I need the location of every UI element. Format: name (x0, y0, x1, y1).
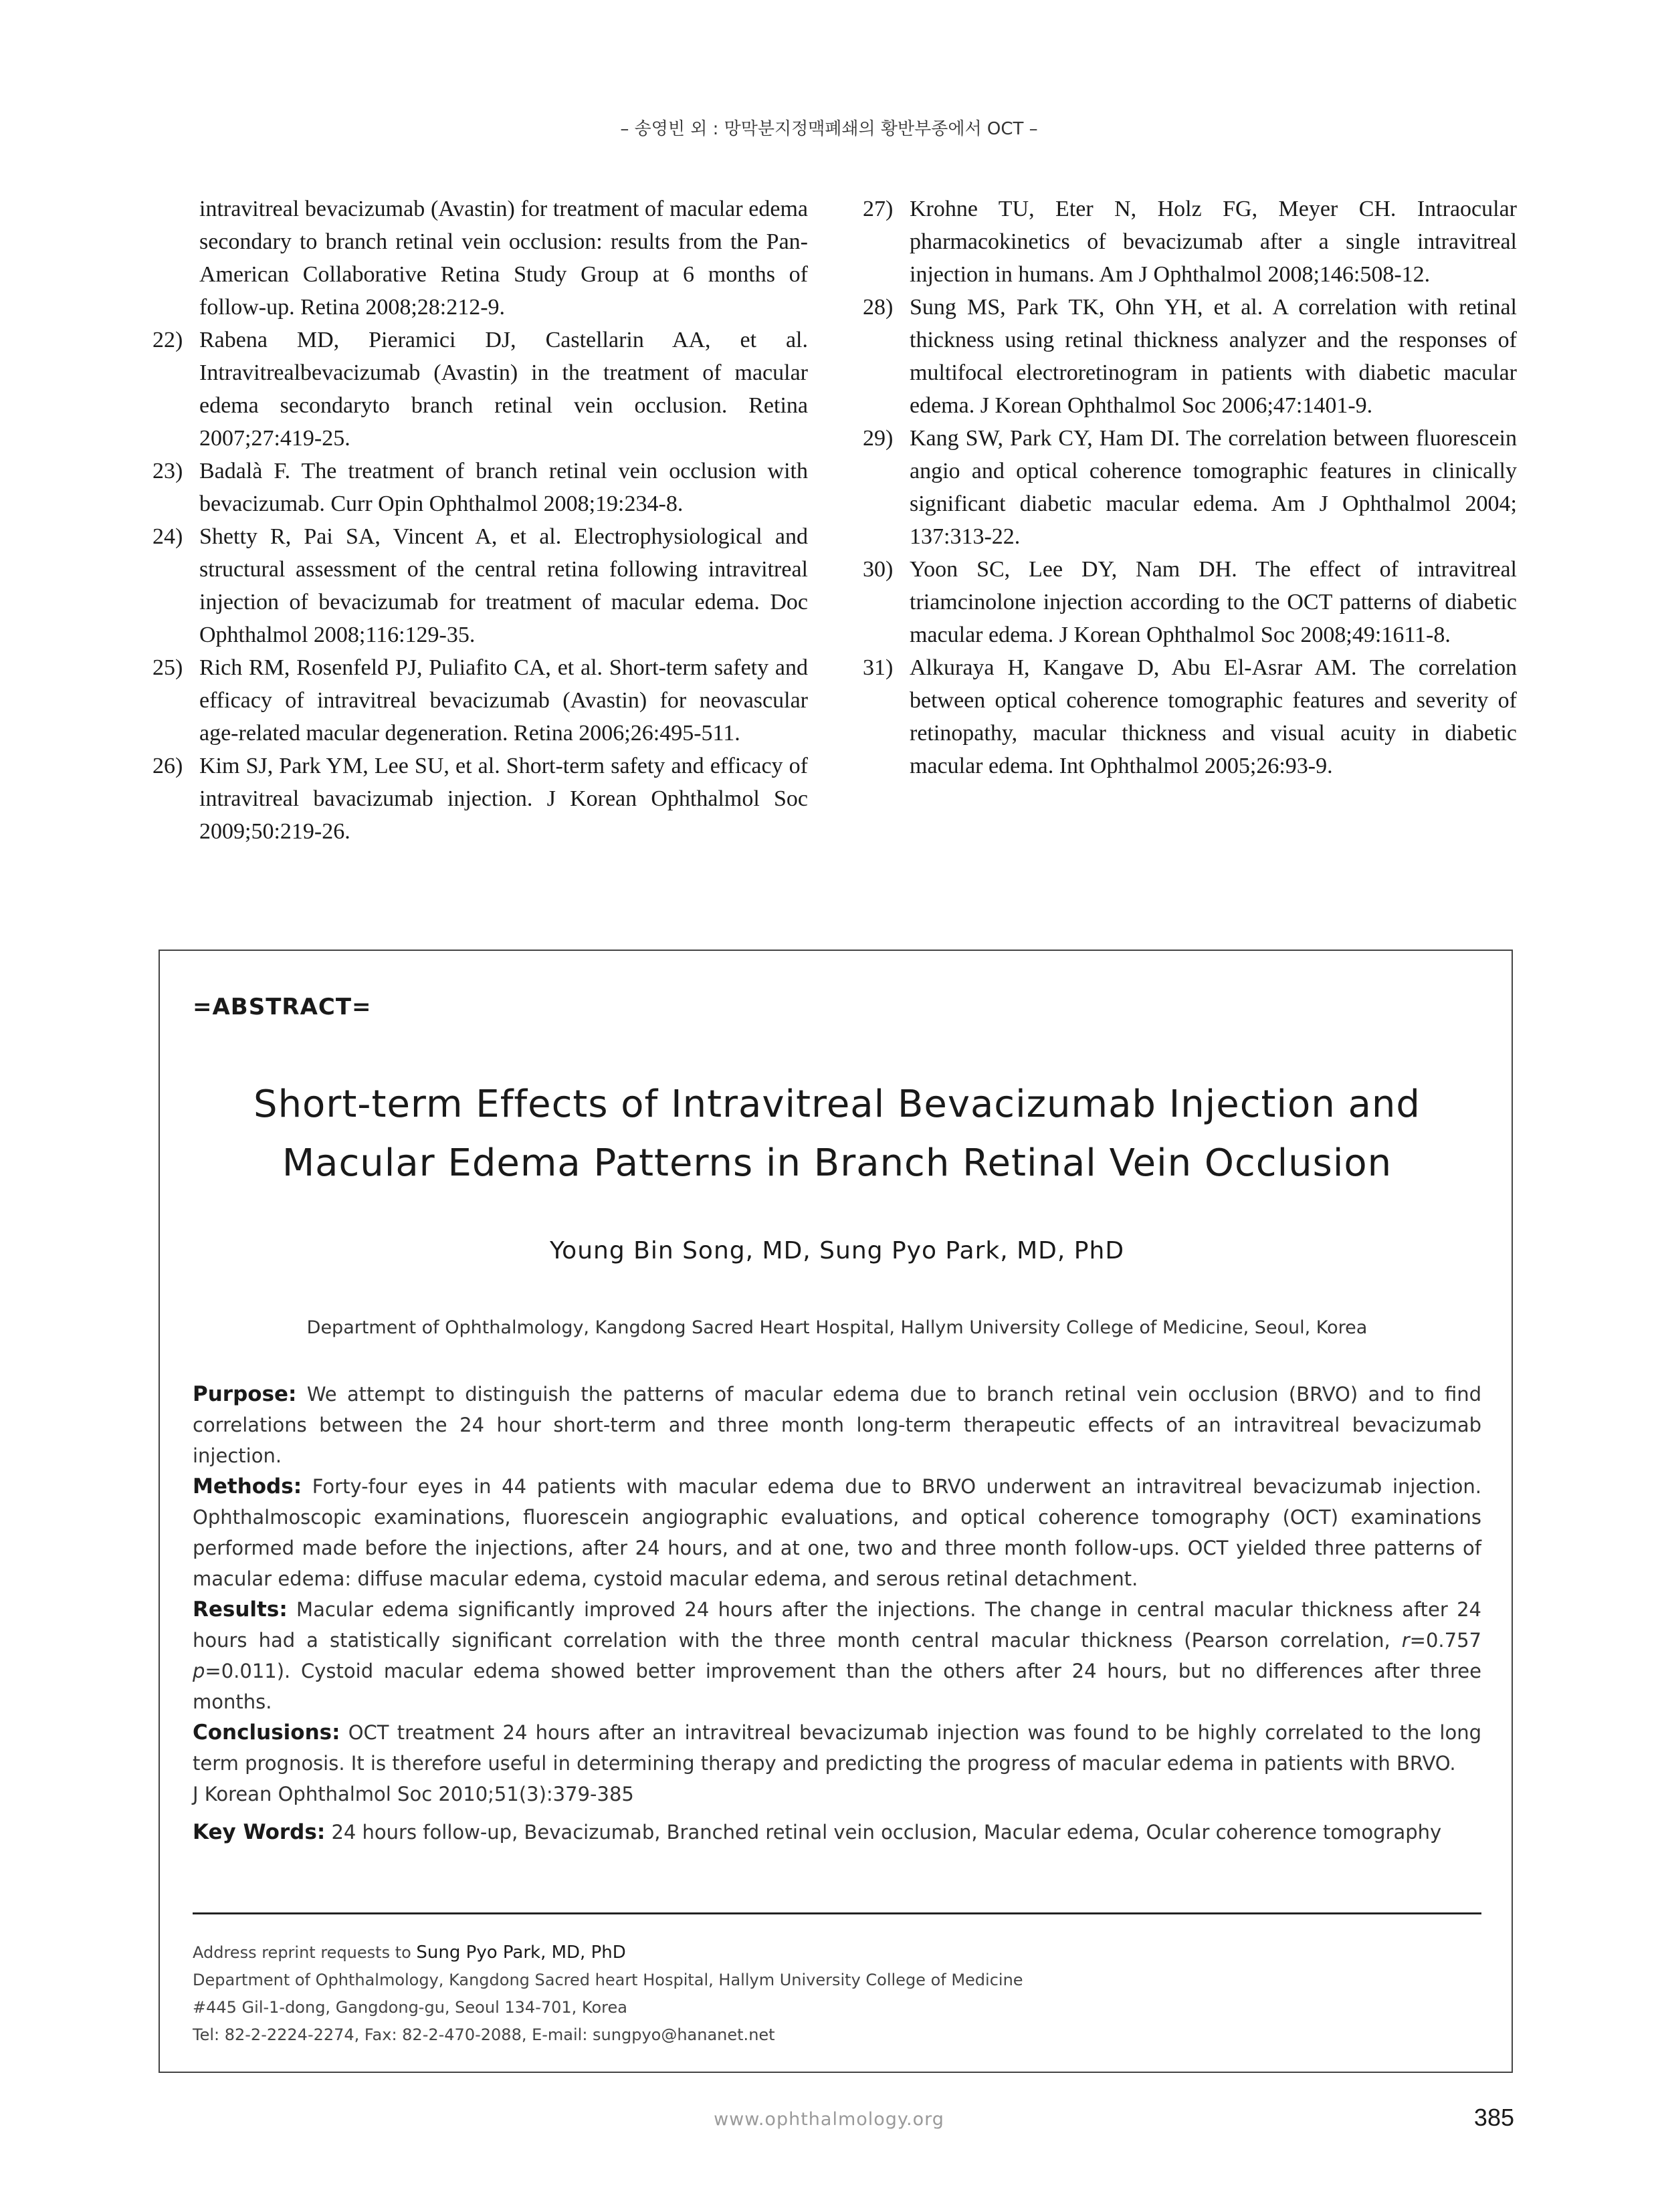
keywords-heading: Key Words: (193, 1820, 326, 1844)
reference-item (863, 651, 1517, 782)
address-prefix: Address reprint requests to (193, 1943, 417, 1962)
address-line: Department of Ophthalmology, Kangdong Sacred heart Hospital, Hallym University College of Medicine (193, 1971, 1023, 1989)
abstract-title-line: Macular Edema Patterns in Branch Retinal Vein Occlusion (282, 1141, 1392, 1185)
address-name: Sung Pyo Park, MD, PhD (416, 1943, 626, 1963)
reference-item (863, 553, 1517, 651)
abstract-authors: Young Bin Song, MD, Sung Pyo Park, MD, PhD (549, 1237, 1125, 1264)
reference-item (152, 324, 808, 455)
reference-item (152, 651, 808, 750)
methods-text: Forty-four eyes in 44 patients with macular edema due to BRVO underwent an intravitreal bevacizumab injection. Ophthalmoscopic examinations, fluorescein angiographic evaluations, and optical coherence tomography (OCT) examinations performed made before the injections, after 24 hours, and at one, two and three month follow-ups. OCT yielded three patterns of macular edema: diffuse macular edema, cystoid macular edema, and serous retinal detachment. (193, 1475, 1481, 1590)
reference-text: Badalà F. The treatment of branch retinal vein occlusion with bevacizumab. Curr Opin Ophthalmol 2008;19:234-8. (199, 459, 808, 516)
page-number: 385 (1473, 2104, 1514, 2131)
address-line: #445 Gil-1-dong, Gangdong-gu, Seoul 134-701, Korea (193, 1998, 627, 2017)
reference-text: Yoon SC, Lee DY, Nam DH. The effect of intravitreal triamcinolone injection according to the OCT patterns of diabetic macular edema. J Korean Ophthalmol Soc 2008;49:1611-8. (910, 557, 1517, 647)
address-line: Tel: 82-2-2224-2274, Fax: 82-2-470-2088, E-mail: sungpyo@hananet.net (193, 2025, 775, 2044)
reference-number: 25) (152, 655, 183, 680)
abstract-citation: J Korean Ophthalmol Soc 2010;51(3):379-385 (193, 1783, 634, 1805)
purpose-heading: Purpose: (193, 1382, 297, 1406)
methods-heading: Methods: (193, 1474, 302, 1499)
reprint-address (193, 1939, 1481, 2049)
keywords-text: 24 hours follow-up, Bevacizumab, Branched retinal vein occlusion, Macular edema, Ocular coherence tomography (331, 1821, 1442, 1844)
abstract-purpose (193, 1379, 1481, 1471)
reference-number: 29) (863, 426, 894, 451)
conclusions-heading: Conclusions: (193, 1721, 340, 1745)
results-p-symbol: p (193, 1660, 205, 1682)
abstract-title-line: Short-term Effects of Intravitreal Bevacizumab Injection and (253, 1083, 1421, 1126)
results-r-value: =0.757 (1409, 1629, 1481, 1652)
abstract-conclusions (193, 1717, 1481, 1779)
reference-text: Shetty R, Pai SA, Vincent A, et al. Electrophysiological and structural assessment of the central retina following intravitreal injection of bevacizumab for treatment of macular edema. Doc Ophthalmol 2008;116:129-35. (199, 524, 808, 647)
reference-text: Krohne TU, Eter N, Holz FG, Meyer CH. Intraocular pharmacokinetics of bevacizumab after a single intravitreal injection in humans. Am J Ophthalmol 2008;146:508-12. (910, 197, 1517, 287)
abstract-title (160, 1075, 1514, 1193)
abstract-results (193, 1594, 1481, 1717)
reference-number: 28) (863, 295, 894, 320)
results-heading: Results: (193, 1597, 288, 1622)
address-line (193, 1939, 1481, 1967)
reference-item (152, 750, 808, 848)
footer-url: www.ophthalmology.org (714, 2109, 944, 2130)
reference-item (152, 520, 808, 651)
reference-text: intravitreal bevacizumab (Avastin) for treatment of macular edema secondary to branch retinal vein occlusion: results from the Pan-American Collaborative Retina Study Group at 6 months of follow-up. Retina 2008;28:212-9. (199, 197, 808, 320)
abstract-body (193, 1379, 1481, 1809)
reference-item (863, 422, 1517, 553)
running-head: – 송영빈 외 : 망막분지정맥폐쇄의 황반부종에서 OCT – (620, 119, 1038, 139)
reference-item (152, 455, 808, 520)
references-left-column (152, 193, 808, 848)
abstract-box (159, 950, 1513, 2073)
reference-number: 31) (863, 655, 894, 680)
results-r-symbol: r (1401, 1629, 1410, 1652)
results-text-end: =0.011). Cystoid macular edema showed better improvement than the others after 24 hours, but no differences after three months. (193, 1660, 1481, 1713)
reference-text: Rich RM, Rosenfeld PJ, Puliafito CA, et al. Short-term safety and efficacy of intravitreal bevacizumab (Avastin) for neovascular age-related macular degeneration. Retina 2006;26:495-511. (199, 655, 808, 746)
reference-text: Alkuraya H, Kangave D, Abu El-Asrar AM. The correlation between optical coherence tomographic features and severity of retinopathy, macular thickness and visual acuity in diabetic macular edema. Int Ophthalmol 2005;26:93-9. (910, 655, 1517, 778)
references-right-column (863, 193, 1517, 782)
results-text: Macular edema significantly improved 24 hours after the injections. The change in central macular thickness after 24 hours had a statistically significant correlation with the three month central macular thickness (Pearson correlation, (193, 1598, 1482, 1652)
reference-text: Kim SJ, Park YM, Lee SU, et al. Short-term safety and efficacy of intravitreal bavacizumab injection. J Korean Ophthalmol Soc 2009;50:219-26. (199, 754, 808, 844)
abstract-label: =ABSTRACT= (193, 994, 372, 1020)
reference-number: 27) (863, 197, 894, 221)
reference-number: 22) (152, 328, 183, 352)
abstract-methods (193, 1471, 1481, 1594)
reference-number: 26) (152, 754, 183, 778)
divider (193, 1912, 1481, 1914)
reference-text: Kang SW, Park CY, Ham DI. The correlation between fluorescein angio and optical coherence tomographic features in clinically significant diabetic macular edema. Am J Ophthalmol 2004; 137:313-22. (910, 426, 1517, 549)
reference-text: Sung MS, Park TK, Ohn YH, et al. A correlation with retinal thickness using retinal thickness analyzer and the responses of multifocal electroretinogram in patients with diabetic macular edema. J Korean Ophthalmol Soc 2006;47:1401-9. (910, 295, 1517, 418)
abstract-keywords (193, 1820, 1481, 1844)
reference-number: 24) (152, 524, 183, 549)
reference-item (863, 291, 1517, 422)
abstract-affiliation: Department of Ophthalmology, Kangdong Sacred Heart Hospital, Hallym University College of Medicine, Seoul, Korea (306, 1317, 1368, 1338)
reference-item (863, 193, 1517, 291)
reference-text: Rabena MD, Pieramici DJ, Castellarin AA, et al. Intravitrealbevacizumab (Avastin) in the treatment of macular edema secondaryto branch retinal vein occlusion. Retina 2007;27:419-25. (199, 328, 808, 451)
reference-item (152, 193, 808, 324)
reference-number: 23) (152, 459, 183, 483)
conclusions-text: OCT treatment 24 hours after an intravitreal bevacizumab injection was found to be highly correlated to the long term prognosis. It is therefore useful in determining therapy and predicting the progress of macular edema in patients with BRVO. (193, 1721, 1481, 1775)
purpose-text: We attempt to distinguish the patterns of macular edema due to branch retinal vein occlusion (BRVO) and to find correlations between the 24 hour short-term and three month long-term therapeutic effects of an intravitreal bevacizumab injection. (193, 1383, 1482, 1467)
reference-number: 30) (863, 557, 894, 582)
